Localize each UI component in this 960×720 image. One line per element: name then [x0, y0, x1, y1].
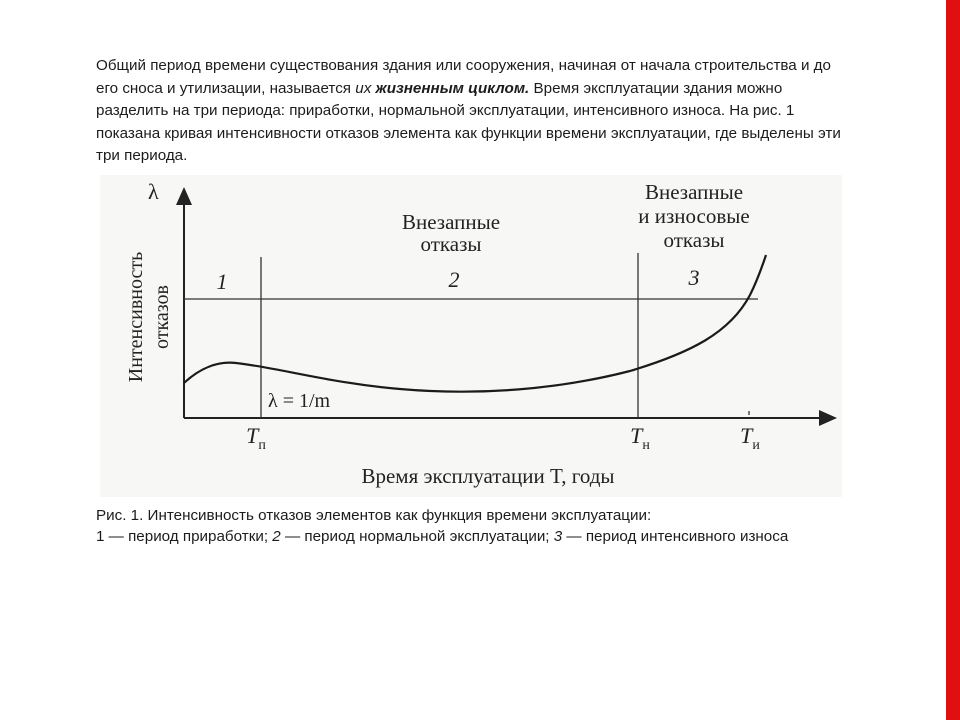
- x-axis-label: Время эксплуатации T, годы: [361, 464, 615, 488]
- header-right-line1: Внезапные: [644, 180, 744, 204]
- slide-accent-bar: [946, 0, 960, 720]
- caption-n3: 3: [553, 528, 563, 545]
- intro-paragraph: [96, 55, 856, 168]
- figure-caption: [96, 505, 856, 547]
- intro-italic: их: [355, 79, 376, 97]
- intro-text-end: Время эксплуатации здания можно разделить на три периода: приработки, нормальной эксплуатации, интенсивного износа. На рис. 1 показана кривая интенсивности отказов элемента как функции времени эксплуатации, где выделены эти три периода.: [96, 79, 841, 164]
- header-right-line2: и износовые: [638, 204, 750, 228]
- header-middle-line2: отказы: [420, 232, 482, 256]
- failure-rate-diagram: [100, 175, 842, 497]
- caption-n1: 1: [96, 528, 105, 545]
- tick-tn-main: T: [630, 423, 643, 448]
- caption-n2: 2: [272, 528, 281, 545]
- failure-rate-figure: [100, 175, 842, 497]
- caption-t3: — период интенсивного износа: [562, 528, 789, 545]
- header-right-line3: отказы: [663, 228, 725, 252]
- tick-tn-sub: н: [642, 438, 650, 453]
- tick-ti-sub: и: [752, 438, 760, 453]
- period-1-label: 1: [216, 269, 228, 294]
- tick-ti-main: T: [740, 423, 753, 448]
- tick-tp-main: T: [246, 423, 259, 448]
- caption-t1: — период приработки;: [104, 528, 273, 545]
- period-3-label: 3: [688, 265, 700, 290]
- tick-tp-sub: п: [258, 438, 266, 453]
- period-2-label: 2: [448, 267, 460, 292]
- intro-term-life-cycle: жизненным циклом.: [375, 79, 530, 97]
- y-axis-label-line2: отказов: [151, 285, 173, 349]
- caption-t2: — период нормальной эксплуатации;: [280, 528, 554, 545]
- y-axis-symbol: λ: [148, 179, 159, 204]
- caption-line1: Рис. 1. Интенсивность отказов элементов как функция времени эксплуатации:: [96, 507, 652, 524]
- intro-text-start: Общий период времени существования здания или сооружения, начиная от начала строительства и до его сноса и утилизации, называется: [96, 57, 831, 97]
- formula-lambda: λ = 1/m: [268, 390, 331, 412]
- header-middle-line1: Внезапные: [401, 210, 501, 234]
- y-axis-label-line1: Интенсивность: [125, 251, 147, 383]
